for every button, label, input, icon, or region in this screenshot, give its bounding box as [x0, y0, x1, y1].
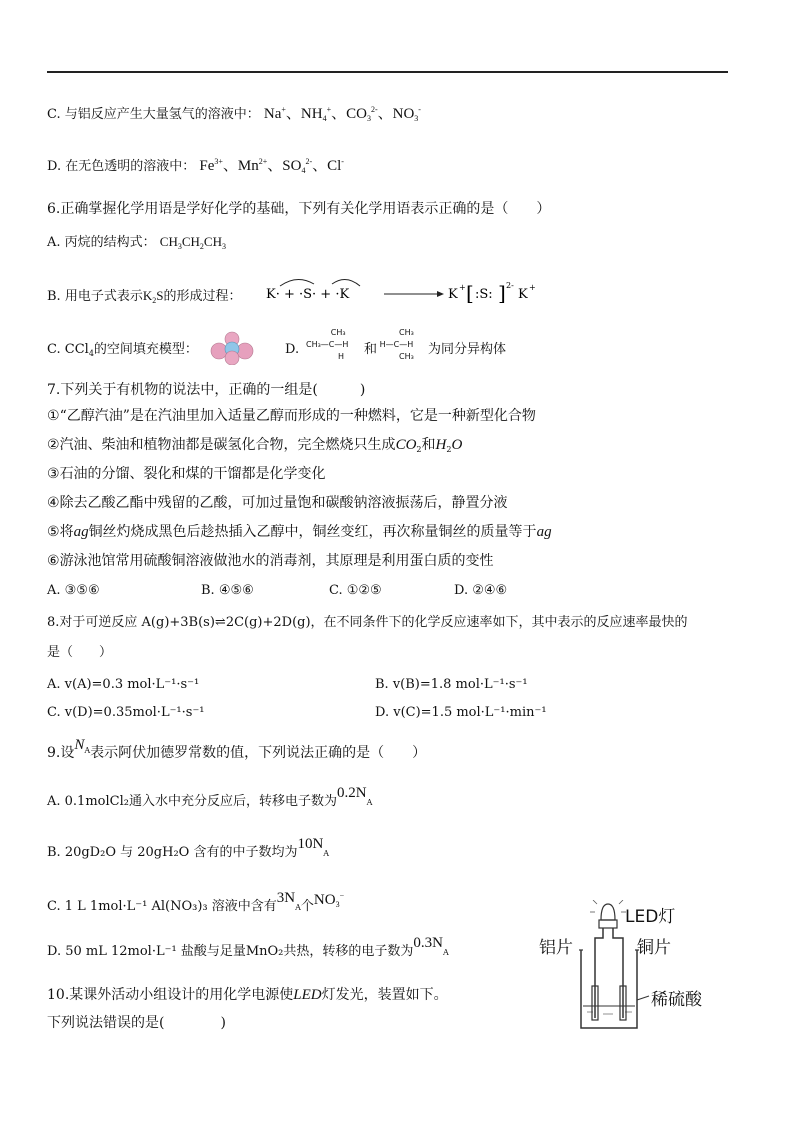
q6-b-electron-equation: [262, 272, 552, 312]
q7-item-1: ①“乙醇汽油”是在汽油里加入适量乙醇而形成的一种燃料，它是一种新型化合物: [47, 408, 536, 424]
q7-item-5: ⑤将ag铜丝灼烧成黑色后趁热插入乙醇中，铜丝变红，再次称量铜丝的质量等于ag: [47, 524, 552, 540]
q9-option-a: A. 0.1molCl₂通入水中充分反应后，转移电子数为0.2NA: [47, 785, 373, 809]
svg-text:K: K: [518, 287, 528, 302]
q5-d-ions: $Fe^{3+}$、$Mn^{2+}$、$SO_4^{2-}$、Cl-: [199, 157, 344, 175]
q6-b-eq-s: :S:: [475, 287, 493, 302]
q5-option-d: [47, 153, 344, 180]
q7-item-6: ⑥游泳池馆常用硫酸铜溶液做池水的消毒剂，其原理是利用蛋白质的变性: [47, 553, 494, 569]
q6-d-molecule-2: CH₃ H—C—H CH₃: [379, 328, 414, 361]
q7-options: [47, 582, 507, 600]
led-label: LED灯: [625, 907, 676, 927]
q6-option-b: B. 用电子式表示$K_2S$的形成过程：: [47, 288, 242, 305]
q7-option-b: B. ④⑤⑥: [201, 583, 254, 598]
q7-option-d: D. ②④⑥: [454, 583, 508, 598]
q6-d-molecule-1: CH₃ CH₃—C—H H: [306, 328, 349, 361]
q7-item-4: ④除去乙酸乙酯中残留的乙酸，可加过量饱和碳酸钠溶液振荡后，静置分液: [47, 495, 508, 511]
q9-option-b: B. 20gD₂O 与 20gH₂O 含有的中子数均为10NA: [47, 836, 330, 860]
q8-stem: 8.对于可逆反应 A(g)+3B(s)⇌2C(g)+2D(g)，在不同条件下的化学反应速率如下，其中表示的反应速率最快的: [47, 615, 688, 630]
q8-option-a: A. v(A)=0.3 mol·L⁻¹·s⁻¹: [47, 677, 200, 692]
q5-c-label: C. 与铝反应产生大量氢气的溶液中：: [47, 107, 260, 122]
q6-d-tail: 为同分异构体: [428, 342, 507, 357]
q6-option-a: A. 丙烷的结构式： $CH_3CH_2CH_3$: [47, 234, 226, 251]
q7-option-c: C. ①②⑤: [329, 583, 382, 598]
q5-c-ions: Na+、$NH_4^+$、$CO_3^{2-}$、$NO_3^-$: [263, 105, 421, 123]
copper-label: 铜片: [637, 938, 671, 958]
q8-stem-2: 是（ ）: [47, 645, 113, 660]
svg-text:2-: 2-: [506, 281, 514, 290]
q5-d-label: D. 在无色透明的溶液中：: [47, 159, 196, 174]
q10-stem: 10.某课外活动小组设计的用化学电源使LED灯发光，装置如下。: [47, 987, 448, 1003]
led-cell-figure: [533, 900, 723, 1035]
q9-stem: 9.设$N_A$表示阿伏加德罗常数的值，下列说法正确的是（ ）: [47, 737, 427, 761]
svg-text:+: +: [459, 283, 466, 292]
q8-option-d: D. v(C)=1.5 mol·L⁻¹·min⁻¹: [375, 705, 547, 720]
q8-option-b: B. v(B)=1.8 mol·L⁻¹·s⁻¹: [375, 677, 528, 692]
q6-a-formula: $CH_3CH_2CH_3$: [159, 234, 226, 251]
q5-option-c: [47, 101, 421, 128]
q8-option-c: C. v(D)=0.35mol·L⁻¹·s⁻¹: [47, 705, 205, 720]
header-rule: [47, 71, 728, 73]
q6-b-eq-k: K: [448, 287, 458, 302]
led-bulb-icon: [601, 904, 615, 920]
q7-item-3: ③石油的分馏、裂化和煤的干馏都是化学变化: [47, 466, 326, 482]
q7-stem: 7.下列关于有机物的说法中，正确的一组是( ): [47, 382, 366, 398]
q7-item-2: ②汽油、柴油和植物油都是碳氢化合物，完全燃烧只生成$CO_2$和$H_2O$: [47, 437, 463, 454]
q6-stem: 6.正确掌握化学用语是学好化学的基础，下列有关化学用语表示正确的是（ ）: [47, 201, 551, 217]
q7-option-a: A. ③⑤⑥: [47, 583, 100, 598]
q6-b-eq-left: K· + ·S· + ·K: [266, 287, 350, 302]
sulfuric-acid-label: 稀硫酸: [651, 990, 702, 1010]
q9-option-c: C. 1 L 1mol·L⁻¹ Al(NO₃)₃ 溶液中含有3NA个$NO_3^-$: [47, 890, 345, 914]
q10-line-2: 下列说法错误的是( ): [47, 1015, 226, 1031]
q9-option-d: D. 50 mL 12mol·L⁻¹ 盐酸与足量MnO₂共热，转移的电子数为0.3NA: [47, 935, 449, 959]
svg-text:[: [: [466, 281, 474, 305]
ccl4-space-filling-model-icon: [208, 331, 256, 365]
q6-d-and: 和: [364, 342, 378, 357]
q6-option-d: D.: [285, 342, 300, 357]
svg-text:+: +: [529, 283, 536, 292]
svg-text:]: ]: [498, 281, 506, 305]
aluminum-label: 铝片: [539, 938, 573, 958]
q6-option-c: C. CCl$_4$的空间填充模型：: [47, 342, 198, 358]
